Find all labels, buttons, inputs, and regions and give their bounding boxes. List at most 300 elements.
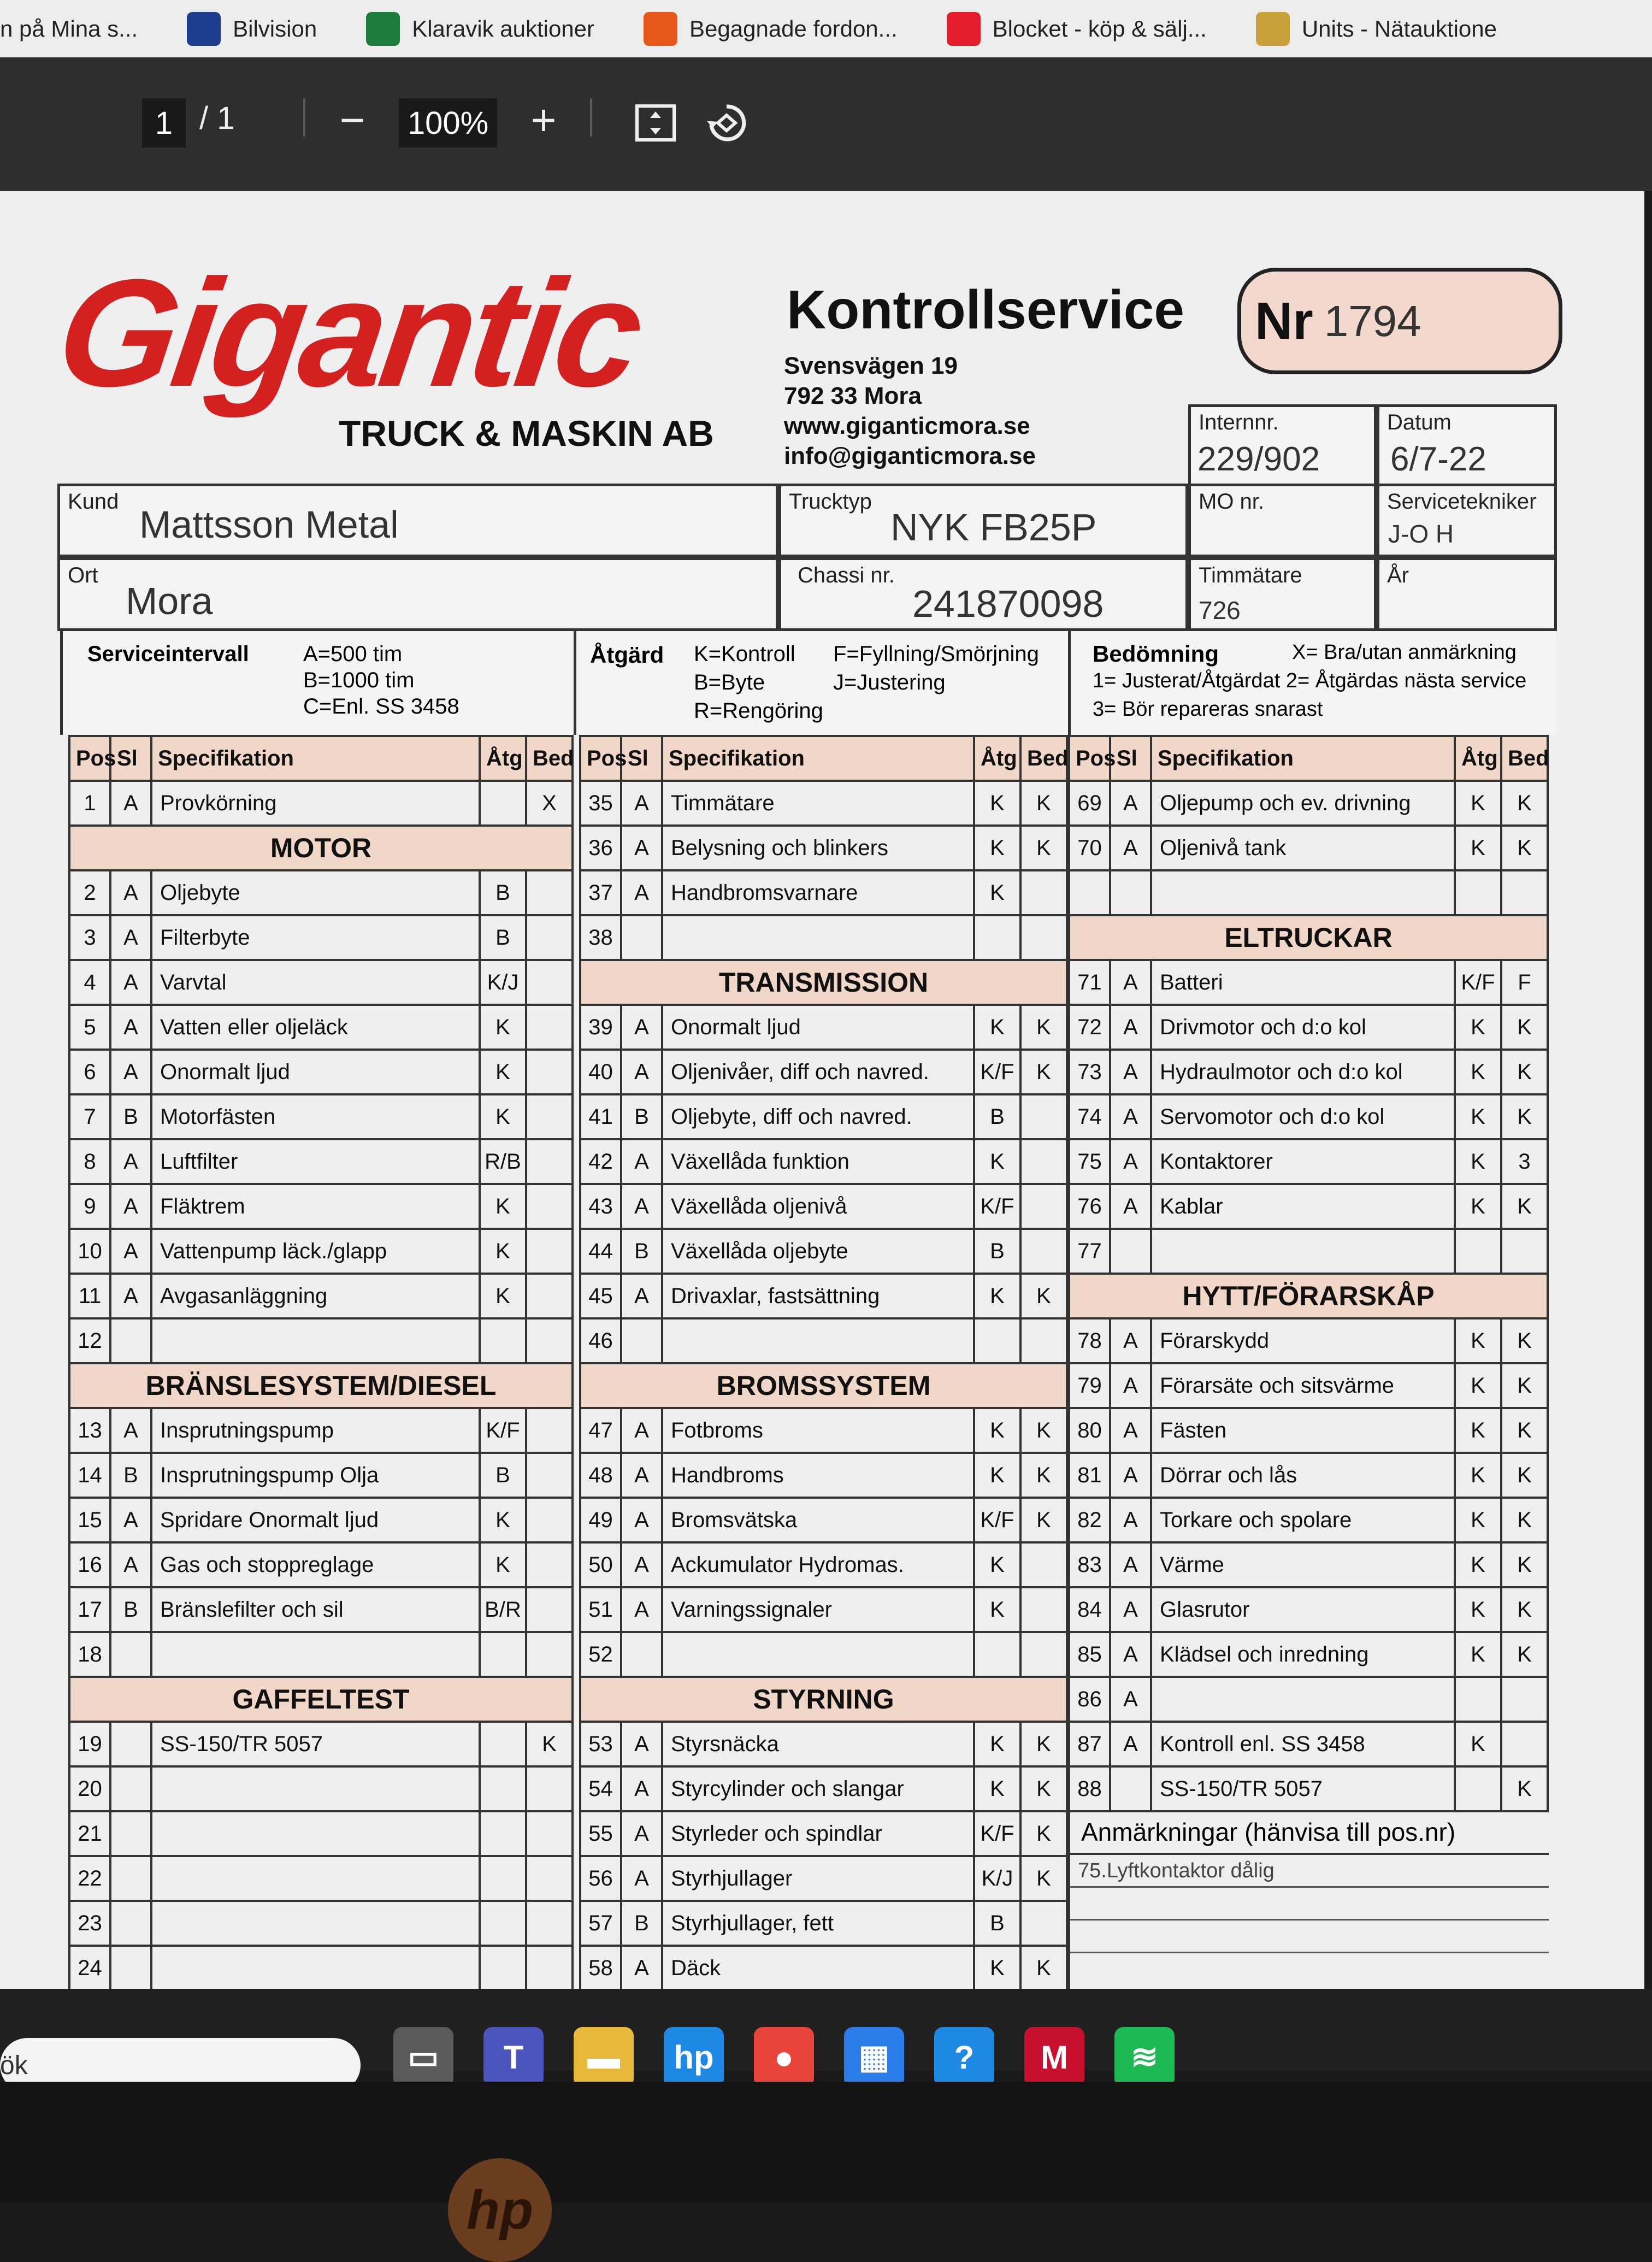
cell-bed[interactable]: K — [1020, 1722, 1067, 1766]
cell-bed[interactable] — [1501, 1722, 1548, 1766]
cell-atg[interactable]: K — [974, 826, 1020, 870]
pdf-page — [0, 191, 1644, 1989]
cell-spec: Vattenpump läck./glapp — [151, 1229, 480, 1274]
cell-atg[interactable]: K — [974, 870, 1020, 915]
cell-bed[interactable]: K — [1501, 1363, 1548, 1408]
cell-atg[interactable]: K — [974, 1453, 1020, 1498]
cell-atg[interactable]: K — [974, 1005, 1020, 1050]
cell-bed[interactable] — [526, 1408, 573, 1453]
cell-atg[interactable]: K — [974, 1587, 1020, 1632]
cell-atg[interactable]: K — [1455, 1408, 1501, 1453]
zoom-in-button[interactable]: + — [530, 96, 557, 144]
table-row — [580, 1901, 1067, 1946]
cell-atg[interactable]: K — [1455, 1363, 1501, 1408]
cell-atg[interactable]: K — [1455, 1632, 1501, 1677]
section-header — [1069, 915, 1548, 960]
table-row — [1069, 870, 1548, 915]
cell-bed[interactable]: K — [1501, 1094, 1548, 1139]
cell-atg[interactable] — [1455, 1677, 1501, 1722]
cell-bed[interactable] — [526, 960, 573, 1005]
address-line: Svensvägen 19 — [784, 352, 958, 379]
table-row — [580, 1005, 1067, 1050]
cell-atg[interactable]: K — [480, 1542, 526, 1587]
cell-sl: A — [621, 1722, 662, 1766]
cell-bed[interactable] — [1020, 870, 1067, 915]
cell-pos: 84 — [1069, 1587, 1110, 1632]
remarks-line[interactable] — [1070, 1953, 1549, 1986]
cell-bed[interactable]: 3 — [1501, 1139, 1548, 1184]
cell-spec: Klädsel och inredning — [1151, 1632, 1455, 1677]
monitor-bezel — [0, 2082, 1652, 2203]
cell-sl: A — [1110, 781, 1151, 826]
cell-bed[interactable]: K — [1501, 1587, 1548, 1632]
cell-pos: 1 — [69, 781, 110, 826]
column-header-sl: Sl — [110, 736, 151, 781]
spec-table-3 — [1068, 735, 1549, 1812]
cell-pos: 38 — [580, 915, 621, 960]
cell-bed[interactable]: K — [1020, 1408, 1067, 1453]
cell-bed[interactable]: K — [1501, 1498, 1548, 1542]
cell-bed[interactable]: K — [1020, 1050, 1067, 1094]
cell-sl: A — [1110, 960, 1151, 1005]
cell-bed[interactable] — [526, 1005, 573, 1050]
ort-value: Mora — [126, 580, 213, 622]
cell-bed[interactable]: K — [1020, 1946, 1067, 1990]
remarks-line[interactable]: 75.Lyftkontaktor dålig — [1070, 1855, 1549, 1888]
bookmark-item[interactable] — [644, 12, 898, 46]
cell-bed[interactable]: K — [1020, 1766, 1067, 1811]
cell-bed[interactable] — [1020, 1094, 1067, 1139]
cell-sl: A — [621, 1274, 662, 1318]
cell-sl: A — [110, 781, 151, 826]
bookmark-item[interactable] — [0, 16, 138, 42]
cell-pos: 56 — [580, 1856, 621, 1901]
help-icon[interactable]: ? — [934, 2027, 994, 2087]
section-header — [580, 960, 1067, 1005]
cell-bed[interactable] — [1020, 1587, 1067, 1632]
cell-bed[interactable] — [1501, 870, 1548, 915]
cell-bed[interactable] — [1020, 1632, 1067, 1677]
timmatare-field — [1188, 557, 1377, 631]
mcafee-icon[interactable]: M — [1024, 2027, 1084, 2087]
cell-bed[interactable]: K — [1501, 1408, 1548, 1453]
cell-atg[interactable]: K — [1455, 1453, 1501, 1498]
table-row — [1069, 1498, 1548, 1542]
table-row — [580, 826, 1067, 870]
document-title: Kontrollservice — [787, 279, 1185, 340]
column-header-atg: Åtg — [974, 736, 1020, 781]
teams-icon[interactable]: T — [483, 2027, 544, 2087]
cell-atg[interactable]: K — [1455, 1184, 1501, 1229]
cell-atg[interactable]: K/F — [480, 1408, 526, 1453]
cell-sl: A — [621, 1184, 662, 1229]
cell-atg[interactable] — [1455, 1229, 1501, 1274]
column-header-bed: Bed — [1020, 736, 1067, 781]
cell-bed[interactable]: K — [526, 1722, 573, 1766]
cell-bed[interactable]: K — [1020, 1498, 1067, 1542]
cell-sl: A — [1110, 1318, 1151, 1363]
section-title: TRANSMISSION — [580, 960, 1067, 1005]
cell-bed[interactable] — [526, 1901, 573, 1946]
cell-bed[interactable]: K — [1501, 1453, 1548, 1498]
cell-atg[interactable] — [974, 915, 1020, 960]
cell-spec: Timmätare — [662, 781, 974, 826]
table-row — [1069, 1766, 1548, 1811]
cell-bed[interactable] — [526, 1318, 573, 1363]
cell-atg[interactable]: B — [480, 915, 526, 960]
table-row — [1069, 1408, 1548, 1453]
cell-pos: 24 — [69, 1946, 110, 1990]
cell-sl: A — [1110, 1139, 1151, 1184]
cell-atg[interactable]: K — [1455, 781, 1501, 826]
section-header — [1069, 1274, 1548, 1318]
cell-pos: 3 — [69, 915, 110, 960]
cell-atg[interactable] — [480, 1811, 526, 1856]
trucktyp-field — [778, 484, 1188, 557]
cell-atg[interactable]: K — [1455, 826, 1501, 870]
column-header-spec: Specifikation — [662, 736, 974, 781]
cell-bed[interactable] — [1020, 1542, 1067, 1587]
remarks-line[interactable] — [1070, 1888, 1549, 1921]
cell-bed[interactable] — [526, 1856, 573, 1901]
cell-atg[interactable] — [480, 781, 526, 826]
cell-bed[interactable] — [526, 1498, 573, 1542]
cell-pos: 21 — [69, 1811, 110, 1856]
cell-bed[interactable]: K — [1020, 781, 1067, 826]
cell-atg[interactable]: K — [480, 1050, 526, 1094]
cell-atg[interactable]: K — [1455, 1094, 1501, 1139]
cell-atg[interactable]: K — [480, 1274, 526, 1318]
cell-bed[interactable]: K — [1020, 1811, 1067, 1856]
cell-spec: Förarskydd — [1151, 1318, 1455, 1363]
cell-atg[interactable]: K — [974, 1766, 1020, 1811]
cell-bed[interactable] — [1501, 1677, 1548, 1722]
cell-bed[interactable] — [526, 1184, 573, 1229]
cell-bed[interactable] — [526, 1094, 573, 1139]
table-row — [580, 870, 1067, 915]
fit-page-button[interactable] — [628, 98, 683, 148]
timmatare-value: 726 — [1199, 596, 1241, 625]
trucktyp-label: Trucktyp — [789, 490, 872, 514]
cell-atg[interactable]: K/F — [974, 1184, 1020, 1229]
cell-bed[interactable] — [526, 1946, 573, 1990]
legend-line: 1= Justerat/Åtgärdat 2= Åtgärdas nästa service — [1093, 669, 1527, 692]
table-row — [69, 1856, 573, 1901]
cell-pos: 22 — [69, 1856, 110, 1901]
cell-sl: A — [621, 870, 662, 915]
column-header-pos: Pos — [69, 736, 110, 781]
cell-atg[interactable]: K — [1455, 1050, 1501, 1094]
cell-pos: 76 — [1069, 1184, 1110, 1229]
section-title: ELTRUCKAR — [1069, 915, 1548, 960]
file-explorer-icon[interactable]: ▬ — [574, 2027, 634, 2087]
cell-spec: Glasrutor — [1151, 1587, 1455, 1632]
cell-bed[interactable] — [1020, 1229, 1067, 1274]
cell-sl: A — [1110, 1587, 1151, 1632]
cell-spec: Fotbroms — [662, 1408, 974, 1453]
cell-atg[interactable]: K — [1455, 1005, 1501, 1050]
cell-atg[interactable]: K/F — [1455, 960, 1501, 1005]
cell-bed[interactable] — [1020, 1901, 1067, 1946]
table-row — [69, 1722, 573, 1766]
chrome-icon[interactable]: ● — [754, 2027, 814, 2087]
cell-pos: 9 — [69, 1184, 110, 1229]
cell-atg[interactable]: K — [1455, 1318, 1501, 1363]
task-view-icon[interactable]: ▭ — [393, 2027, 453, 2087]
rotate-button[interactable] — [699, 98, 754, 148]
cell-bed[interactable]: K — [1501, 1050, 1548, 1094]
cell-bed[interactable] — [526, 1139, 573, 1184]
cell-atg[interactable]: K — [480, 1229, 526, 1274]
cell-bed[interactable]: F — [1501, 960, 1548, 1005]
column-header-bed: Bed — [526, 736, 573, 781]
cell-atg[interactable]: K/F — [974, 1811, 1020, 1856]
table-row — [1069, 1184, 1548, 1229]
cell-bed[interactable]: K — [1501, 1005, 1548, 1050]
cell-atg[interactable]: B — [480, 870, 526, 915]
cell-bed[interactable]: K — [1501, 1184, 1548, 1229]
cell-bed[interactable]: K — [1501, 1632, 1548, 1677]
myhp-icon[interactable]: hp — [664, 2027, 724, 2087]
cell-bed[interactable] — [526, 1274, 573, 1318]
cell-pos: 11 — [69, 1274, 110, 1318]
table-row — [1069, 1005, 1548, 1050]
table-row — [69, 1632, 573, 1677]
cell-bed[interactable] — [526, 1632, 573, 1677]
cell-pos: 44 — [580, 1229, 621, 1274]
cell-atg[interactable] — [974, 1632, 1020, 1677]
cell-bed[interactable] — [1020, 915, 1067, 960]
bookmark-item[interactable] — [947, 12, 1207, 46]
table-row — [69, 1408, 573, 1453]
cell-pos: 6 — [69, 1050, 110, 1094]
cell-spec: Batteri — [1151, 960, 1455, 1005]
table-row — [69, 1453, 573, 1498]
table-row — [580, 1229, 1067, 1274]
cell-pos: 86 — [1069, 1677, 1110, 1722]
table-row — [580, 1856, 1067, 1901]
cell-atg[interactable]: K — [480, 1005, 526, 1050]
cell-bed[interactable]: K — [1501, 1766, 1548, 1811]
cell-sl: A — [621, 1408, 662, 1453]
zoom-level-input[interactable]: 100% — [399, 98, 497, 148]
bookmark-item[interactable] — [1256, 12, 1497, 46]
cell-bed[interactable] — [526, 1766, 573, 1811]
spotify-icon[interactable]: ≋ — [1114, 2027, 1175, 2087]
cell-bed[interactable]: X — [526, 781, 573, 826]
cell-sl: A — [621, 826, 662, 870]
cell-atg[interactable]: K — [974, 1139, 1020, 1184]
table-row — [1069, 826, 1548, 870]
kund-field — [57, 484, 778, 557]
cell-atg[interactable]: K — [1455, 1139, 1501, 1184]
cell-atg[interactable] — [1455, 1766, 1501, 1811]
cell-sl: A — [110, 1542, 151, 1587]
cell-sl: A — [621, 1005, 662, 1050]
table-row — [580, 1408, 1067, 1453]
datum-label: Datum — [1387, 410, 1452, 434]
cell-spec — [151, 1766, 480, 1811]
cell-sl: A — [1110, 1184, 1151, 1229]
cell-atg[interactable]: K — [974, 781, 1020, 826]
cell-bed[interactable]: K — [1501, 1318, 1548, 1363]
cell-bed[interactable]: K — [1501, 781, 1548, 826]
cell-atg[interactable] — [1455, 870, 1501, 915]
cell-atg[interactable]: K — [1455, 1542, 1501, 1587]
cell-atg[interactable] — [480, 1722, 526, 1766]
cell-spec — [151, 1318, 480, 1363]
internnr-field — [1188, 404, 1377, 486]
store-icon[interactable]: ▦ — [844, 2027, 904, 2087]
column-header-spec: Specifikation — [1151, 736, 1455, 781]
cell-sl — [110, 1318, 151, 1363]
cell-atg[interactable]: K — [1455, 1587, 1501, 1632]
table-row — [69, 1587, 573, 1632]
table-row — [69, 1318, 573, 1363]
cell-bed[interactable]: K — [1020, 1856, 1067, 1901]
cell-bed[interactable] — [526, 870, 573, 915]
cell-atg[interactable]: K/F — [974, 1498, 1020, 1542]
cell-bed[interactable]: K — [1020, 1453, 1067, 1498]
cell-atg[interactable] — [974, 1318, 1020, 1363]
cell-atg[interactable]: K — [974, 1946, 1020, 1990]
cell-spec: SS-150/TR 5057 — [1151, 1766, 1455, 1811]
cell-spec: Fläktrem — [151, 1184, 480, 1229]
cell-bed[interactable]: K — [1020, 1274, 1067, 1318]
cell-atg[interactable]: R/B — [480, 1139, 526, 1184]
cell-pos: 19 — [69, 1722, 110, 1766]
cell-sl: A — [1110, 826, 1151, 870]
cell-spec: Styrhjullager — [662, 1856, 974, 1901]
cell-pos: 47 — [580, 1408, 621, 1453]
cell-spec: Motorfästen — [151, 1094, 480, 1139]
cell-pos: 78 — [1069, 1318, 1110, 1363]
table-header-row — [69, 736, 573, 781]
cell-pos: 48 — [580, 1453, 621, 1498]
cell-spec: Oljebyte — [151, 870, 480, 915]
table-row — [580, 1766, 1067, 1811]
remarks-line[interactable] — [1070, 1921, 1549, 1953]
cell-bed[interactable]: K — [1020, 826, 1067, 870]
cell-atg[interactable]: K/J — [480, 960, 526, 1005]
cell-spec: Bränslefilter och sil — [151, 1587, 480, 1632]
cell-atg[interactable]: K — [974, 1722, 1020, 1766]
cell-sl: B — [621, 1094, 662, 1139]
chassi-label: Chassi nr. — [798, 563, 895, 587]
cell-sl: B — [110, 1587, 151, 1632]
cell-atg[interactable] — [480, 1318, 526, 1363]
table-row — [69, 1274, 573, 1318]
cell-atg[interactable]: K — [480, 1094, 526, 1139]
cell-pos: 71 — [1069, 960, 1110, 1005]
cell-atg[interactable] — [480, 1856, 526, 1901]
table-row — [580, 1050, 1067, 1094]
cell-spec: Insprutningspump Olja — [151, 1453, 480, 1498]
cell-sl — [110, 1811, 151, 1856]
cell-atg[interactable]: B — [480, 1453, 526, 1498]
cell-bed[interactable]: K — [1020, 1005, 1067, 1050]
cell-sl — [621, 915, 662, 960]
cell-atg[interactable]: K — [480, 1184, 526, 1229]
table-row — [580, 915, 1067, 960]
cell-spec: Belysning och blinkers — [662, 826, 974, 870]
cell-pos: 52 — [580, 1632, 621, 1677]
table-row — [1069, 1139, 1548, 1184]
cell-spec — [1151, 870, 1455, 915]
cell-atg[interactable]: K — [480, 1498, 526, 1542]
table-header-row — [1069, 736, 1548, 781]
bookmarks-bar — [0, 0, 1652, 57]
cell-pos: 35 — [580, 781, 621, 826]
cell-bed[interactable]: K — [1501, 1542, 1548, 1587]
zoom-out-button[interactable]: − — [339, 96, 365, 144]
cell-atg[interactable]: K/F — [974, 1050, 1020, 1094]
address-line: 792 33 Mora — [784, 382, 922, 409]
section-title: BROMSSYSTEM — [580, 1363, 1067, 1408]
bookmark-item[interactable] — [187, 12, 317, 46]
cell-atg[interactable] — [480, 1901, 526, 1946]
cell-spec: Servomotor och d:o kol — [1151, 1094, 1455, 1139]
table-row — [69, 1766, 573, 1811]
section-header — [69, 1677, 573, 1722]
cell-atg[interactable] — [480, 1946, 526, 1990]
cell-atg[interactable]: B/R — [480, 1587, 526, 1632]
cell-atg[interactable]: B — [974, 1901, 1020, 1946]
cell-sl: A — [621, 1811, 662, 1856]
table-row — [1069, 1363, 1548, 1408]
cell-atg[interactable]: B — [974, 1094, 1020, 1139]
page-number-input[interactable]: 1 — [142, 98, 186, 148]
cell-bed[interactable] — [526, 1229, 573, 1274]
cell-sl: A — [110, 1408, 151, 1453]
cell-sl: A — [1110, 1632, 1151, 1677]
cell-bed[interactable] — [526, 1050, 573, 1094]
cell-pos: 72 — [1069, 1005, 1110, 1050]
cell-pos: 81 — [1069, 1453, 1110, 1498]
cell-bed[interactable] — [1020, 1139, 1067, 1184]
cell-bed[interactable]: K — [1501, 826, 1548, 870]
cell-spec: Ackumulator Hydromas. — [662, 1542, 974, 1587]
cell-atg[interactable]: K — [1455, 1722, 1501, 1766]
cell-bed[interactable] — [1020, 1318, 1067, 1363]
cell-bed[interactable] — [526, 915, 573, 960]
bookmark-label: Units - Nätauktione — [1301, 15, 1497, 42]
section-header — [580, 1677, 1067, 1722]
cell-bed[interactable] — [526, 1587, 573, 1632]
cell-spec: Avgasanläggning — [151, 1274, 480, 1318]
cell-pos: 4 — [69, 960, 110, 1005]
cell-bed[interactable] — [526, 1453, 573, 1498]
cell-bed[interactable] — [526, 1542, 573, 1587]
logo-subtitle: TRUCK & MASKIN AB — [339, 413, 714, 453]
cell-atg[interactable]: K — [974, 1408, 1020, 1453]
cell-bed[interactable] — [526, 1811, 573, 1856]
cell-sl: B — [621, 1901, 662, 1946]
bookmark-item[interactable] — [366, 12, 594, 46]
cell-atg[interactable]: K — [1455, 1498, 1501, 1542]
cell-atg[interactable]: B — [974, 1229, 1020, 1274]
cell-atg[interactable]: K/J — [974, 1856, 1020, 1901]
legend-line: R=Rengöring — [694, 699, 823, 723]
cell-atg[interactable]: K — [974, 1542, 1020, 1587]
cell-atg[interactable] — [480, 1632, 526, 1677]
table-row — [580, 781, 1067, 826]
cell-bed[interactable] — [1020, 1184, 1067, 1229]
cell-spec: Styrleder och spindlar — [662, 1811, 974, 1856]
cell-atg[interactable] — [480, 1766, 526, 1811]
cell-bed[interactable] — [1501, 1229, 1548, 1274]
cell-atg[interactable]: K — [974, 1274, 1020, 1318]
